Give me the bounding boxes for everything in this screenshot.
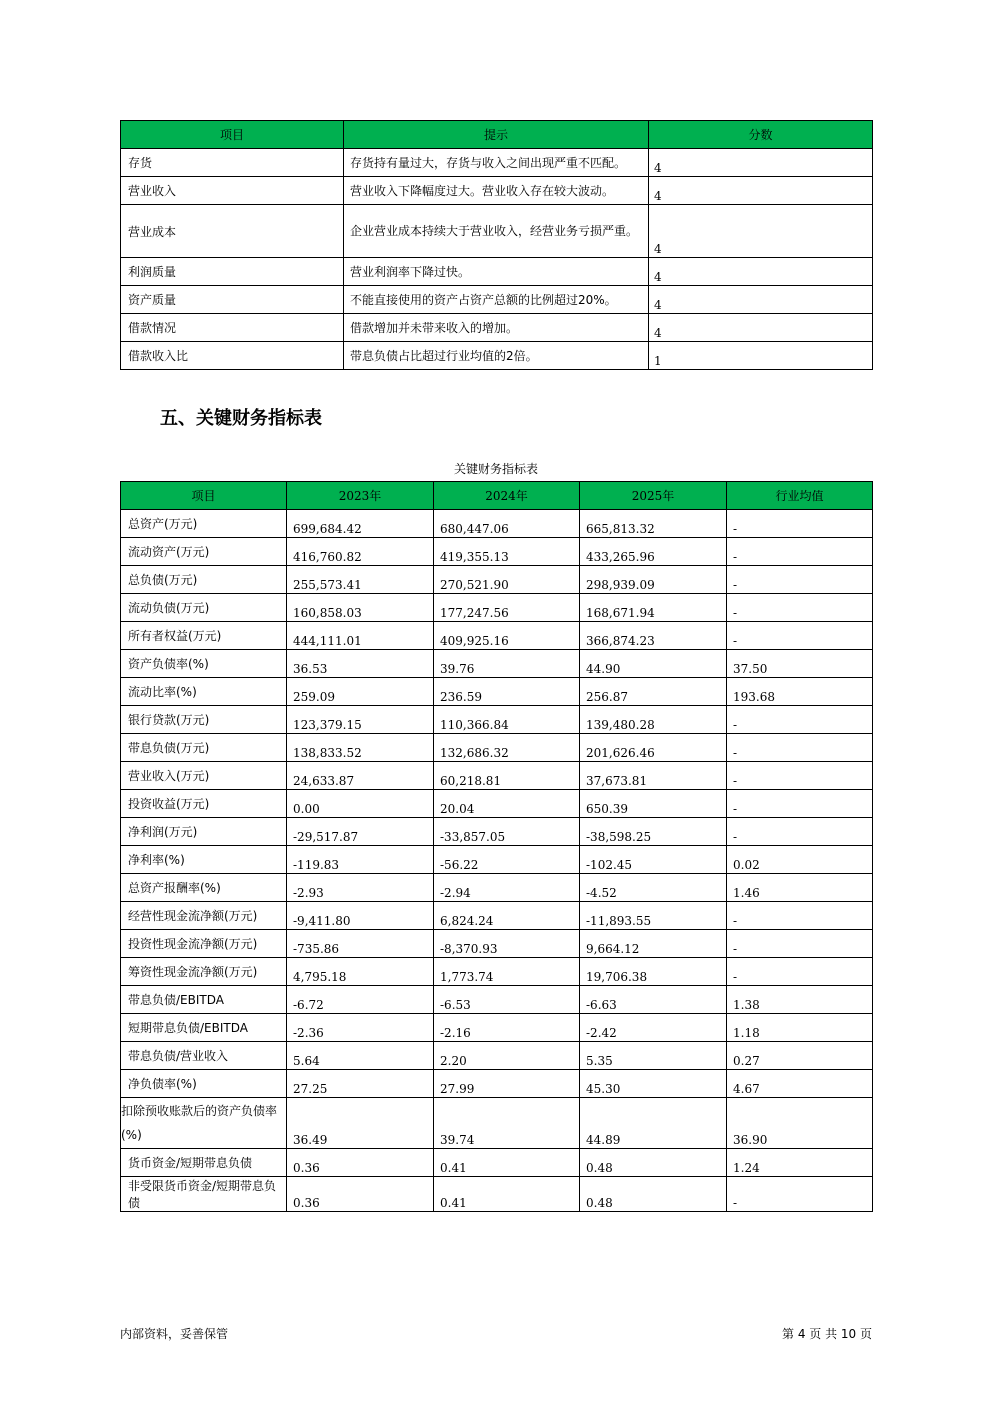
section-title: 五、关键财务指标表 bbox=[160, 408, 322, 429]
value-2024-cell: 2.20 bbox=[434, 1042, 580, 1070]
risk-item-cell: 资产质量 bbox=[121, 286, 344, 314]
header-2025: 2025年 bbox=[580, 482, 727, 510]
table-row bbox=[121, 762, 873, 790]
value-2023-cell: -735.86 bbox=[287, 930, 434, 958]
table-row bbox=[121, 594, 873, 622]
industry-avg-cell: - bbox=[727, 818, 873, 846]
financial-indicators-table bbox=[120, 481, 873, 1212]
industry-avg-cell: - bbox=[727, 902, 873, 930]
value-2023-cell: -29,517.87 bbox=[287, 818, 434, 846]
indicator-name-cell: 净利润(万元) bbox=[121, 818, 287, 846]
value-2023-cell: -2.36 bbox=[287, 1014, 434, 1042]
indicator-name-cell: 净负债率(%) bbox=[121, 1070, 287, 1098]
risk-item-cell: 营业成本 bbox=[121, 205, 344, 258]
table-row bbox=[121, 286, 873, 314]
risk-score-cell: 4 bbox=[649, 177, 873, 205]
indicator-name-cell: 净利率(%) bbox=[121, 846, 287, 874]
indicator-name-cell: 资产负债率(%) bbox=[121, 650, 287, 678]
value-2024-cell: 39.74 bbox=[434, 1098, 580, 1149]
value-2024-cell: -6.53 bbox=[434, 986, 580, 1014]
value-2025-cell: -2.42 bbox=[580, 1014, 727, 1042]
risk-table-header bbox=[121, 121, 873, 149]
value-2024-cell: -56.22 bbox=[434, 846, 580, 874]
industry-avg-cell: 1.18 bbox=[727, 1014, 873, 1042]
value-2023-cell: -9,411.80 bbox=[287, 902, 434, 930]
indicator-name-cell: 流动资产(万元) bbox=[121, 538, 287, 566]
footer-confidential-note: 内部资料，妥善保管 bbox=[120, 1327, 229, 1341]
indicator-name-cell: 非受限货币资金/短期带息负债 bbox=[121, 1177, 287, 1212]
value-2025-cell: 366,874.23 bbox=[580, 622, 727, 650]
indicator-name-cell: 短期带息负债/EBITDA bbox=[121, 1014, 287, 1042]
value-2024-cell: 1,773.74 bbox=[434, 958, 580, 986]
value-2025-cell: 256.87 bbox=[580, 678, 727, 706]
table-row bbox=[121, 177, 873, 205]
value-2023-cell: 0.36 bbox=[287, 1149, 434, 1177]
value-2024-cell: 6,824.24 bbox=[434, 902, 580, 930]
table-row bbox=[121, 930, 873, 958]
value-2023-cell: 259.09 bbox=[287, 678, 434, 706]
value-2025-cell: 433,265.96 bbox=[580, 538, 727, 566]
value-2024-cell: 680,447.06 bbox=[434, 510, 580, 538]
value-2025-cell: 298,939.09 bbox=[580, 566, 727, 594]
value-2025-cell: 44.90 bbox=[580, 650, 727, 678]
indicator-name-cell: 筹资性现金流净额(万元) bbox=[121, 958, 287, 986]
value-2023-cell: 123,379.15 bbox=[287, 706, 434, 734]
risk-score-cell: 4 bbox=[649, 286, 873, 314]
risk-hint-cell: 企业营业成本持续大于营业收入，经营业务亏损严重。 bbox=[344, 205, 649, 258]
table-row bbox=[121, 149, 873, 177]
header-score: 分数 bbox=[649, 121, 873, 149]
table-row bbox=[121, 258, 873, 286]
table-row bbox=[121, 538, 873, 566]
value-2024-cell: 270,521.90 bbox=[434, 566, 580, 594]
indicator-name-cell: 带息负债/EBITDA bbox=[121, 986, 287, 1014]
risk-score-cell: 4 bbox=[649, 205, 873, 258]
risk-hint-cell: 带息负债占比超过行业均值的2倍。 bbox=[344, 342, 649, 370]
value-2025-cell: 201,626.46 bbox=[580, 734, 727, 762]
value-2023-cell: 0.00 bbox=[287, 790, 434, 818]
industry-avg-cell: - bbox=[727, 594, 873, 622]
table-row bbox=[121, 986, 873, 1014]
value-2025-cell: 9,664.12 bbox=[580, 930, 727, 958]
industry-avg-cell: - bbox=[727, 958, 873, 986]
table-row bbox=[121, 622, 873, 650]
value-2023-cell: 4,795.18 bbox=[287, 958, 434, 986]
indicator-name-cell: 投资收益(万元) bbox=[121, 790, 287, 818]
value-2024-cell: 20.04 bbox=[434, 790, 580, 818]
value-2025-cell: 0.48 bbox=[580, 1149, 727, 1177]
industry-avg-cell: 0.02 bbox=[727, 846, 873, 874]
indicator-name-cell: 流动比率(%) bbox=[121, 678, 287, 706]
indicator-name-cell: 总资产(万元) bbox=[121, 510, 287, 538]
industry-avg-cell: - bbox=[727, 790, 873, 818]
value-2023-cell: 27.25 bbox=[287, 1070, 434, 1098]
table-row bbox=[121, 1098, 873, 1149]
industry-avg-cell: - bbox=[727, 734, 873, 762]
risk-item-cell: 借款情况 bbox=[121, 314, 344, 342]
value-2025-cell: 0.48 bbox=[580, 1177, 727, 1212]
indicator-name-cell: 带息负债(万元) bbox=[121, 734, 287, 762]
risk-score-cell: 4 bbox=[649, 258, 873, 286]
value-2023-cell: 416,760.82 bbox=[287, 538, 434, 566]
industry-avg-cell: - bbox=[727, 622, 873, 650]
table-row bbox=[121, 846, 873, 874]
table-row bbox=[121, 1042, 873, 1070]
value-2023-cell: 255,573.41 bbox=[287, 566, 434, 594]
value-2023-cell: -119.83 bbox=[287, 846, 434, 874]
table-row bbox=[121, 566, 873, 594]
indicator-name-cell: 总负债(万元) bbox=[121, 566, 287, 594]
indicator-name-cell: 投资性现金流净额(万元) bbox=[121, 930, 287, 958]
table-row bbox=[121, 678, 873, 706]
industry-avg-cell: 193.68 bbox=[727, 678, 873, 706]
indicator-name-cell: 总资产报酬率(%) bbox=[121, 874, 287, 902]
value-2024-cell: 132,686.32 bbox=[434, 734, 580, 762]
value-2023-cell: 138,833.52 bbox=[287, 734, 434, 762]
value-2024-cell: 409,925.16 bbox=[434, 622, 580, 650]
indicator-name-cell: 货币资金/短期带息负债 bbox=[121, 1149, 287, 1177]
indicator-name-cell: 流动负债(万元) bbox=[121, 594, 287, 622]
value-2024-cell: 27.99 bbox=[434, 1070, 580, 1098]
value-2024-cell: -33,857.05 bbox=[434, 818, 580, 846]
risk-hint-cell: 不能直接使用的资产占资产总额的比例超过20%。 bbox=[344, 286, 649, 314]
industry-avg-cell: 1.38 bbox=[727, 986, 873, 1014]
indicator-name-cell: 所有者权益(万元) bbox=[121, 622, 287, 650]
value-2025-cell: 44.89 bbox=[580, 1098, 727, 1149]
table-row bbox=[121, 958, 873, 986]
value-2023-cell: -2.93 bbox=[287, 874, 434, 902]
value-2024-cell: 177,247.56 bbox=[434, 594, 580, 622]
risk-hint-cell: 营业利润率下降过快。 bbox=[344, 258, 649, 286]
value-2025-cell: -6.63 bbox=[580, 986, 727, 1014]
value-2023-cell: 24,633.87 bbox=[287, 762, 434, 790]
value-2025-cell: 19,706.38 bbox=[580, 958, 727, 986]
risk-score-cell: 1 bbox=[649, 342, 873, 370]
value-2024-cell: 110,366.84 bbox=[434, 706, 580, 734]
value-2025-cell: 168,671.94 bbox=[580, 594, 727, 622]
risk-score-cell: 4 bbox=[649, 149, 873, 177]
header-industry-avg: 行业均值 bbox=[727, 482, 873, 510]
table-row bbox=[121, 874, 873, 902]
value-2024-cell: 419,355.13 bbox=[434, 538, 580, 566]
indicator-name-cell: 经营性现金流净额(万元) bbox=[121, 902, 287, 930]
indicator-name-cell: 银行贷款(万元) bbox=[121, 706, 287, 734]
industry-avg-cell: - bbox=[727, 510, 873, 538]
value-2025-cell: 45.30 bbox=[580, 1070, 727, 1098]
value-2024-cell: -2.94 bbox=[434, 874, 580, 902]
table-row bbox=[121, 650, 873, 678]
risk-item-cell: 借款收入比 bbox=[121, 342, 344, 370]
industry-avg-cell: - bbox=[727, 930, 873, 958]
risk-item-cell: 存货 bbox=[121, 149, 344, 177]
value-2025-cell: 5.35 bbox=[580, 1042, 727, 1070]
header-item: 项目 bbox=[121, 482, 287, 510]
value-2025-cell: -102.45 bbox=[580, 846, 727, 874]
risk-hint-cell: 存货持有量过大，存货与收入之间出现严重不匹配。 bbox=[344, 149, 649, 177]
value-2024-cell: 39.76 bbox=[434, 650, 580, 678]
industry-avg-cell: - bbox=[727, 566, 873, 594]
table-row bbox=[121, 1149, 873, 1177]
table-row bbox=[121, 902, 873, 930]
value-2025-cell: 665,813.32 bbox=[580, 510, 727, 538]
footer-page-number: 第 4 页 共 10 页 bbox=[782, 1327, 872, 1341]
value-2023-cell: 160,858.03 bbox=[287, 594, 434, 622]
industry-avg-cell: 1.46 bbox=[727, 874, 873, 902]
value-2025-cell: -11,893.55 bbox=[580, 902, 727, 930]
value-2023-cell: 36.53 bbox=[287, 650, 434, 678]
industry-avg-cell: - bbox=[727, 538, 873, 566]
value-2025-cell: 139,480.28 bbox=[580, 706, 727, 734]
risk-hint-cell: 营业收入下降幅度过大。营业收入存在较大波动。 bbox=[344, 177, 649, 205]
header-item: 项目 bbox=[121, 121, 344, 149]
value-2023-cell: -6.72 bbox=[287, 986, 434, 1014]
header-2024: 2024年 bbox=[434, 482, 580, 510]
table-row bbox=[121, 1177, 873, 1212]
industry-avg-cell: 1.24 bbox=[727, 1149, 873, 1177]
risk-item-cell: 利润质量 bbox=[121, 258, 344, 286]
value-2025-cell: 37,673.81 bbox=[580, 762, 727, 790]
risk-item-cell: 营业收入 bbox=[121, 177, 344, 205]
value-2024-cell: -8,370.93 bbox=[434, 930, 580, 958]
value-2024-cell: -2.16 bbox=[434, 1014, 580, 1042]
table-row bbox=[121, 314, 873, 342]
table-row bbox=[121, 818, 873, 846]
table-row bbox=[121, 734, 873, 762]
value-2025-cell: -38,598.25 bbox=[580, 818, 727, 846]
industry-avg-cell: 36.90 bbox=[727, 1098, 873, 1149]
industry-avg-cell: - bbox=[727, 706, 873, 734]
header-2023: 2023年 bbox=[287, 482, 434, 510]
indicator-name-cell: 营业收入(万元) bbox=[121, 762, 287, 790]
value-2024-cell: 236.59 bbox=[434, 678, 580, 706]
industry-avg-cell: 37.50 bbox=[727, 650, 873, 678]
header-hint: 提示 bbox=[344, 121, 649, 149]
table-row bbox=[121, 1070, 873, 1098]
value-2024-cell: 0.41 bbox=[434, 1177, 580, 1212]
value-2025-cell: 650.39 bbox=[580, 790, 727, 818]
value-2023-cell: 5.64 bbox=[287, 1042, 434, 1070]
value-2024-cell: 60,218.81 bbox=[434, 762, 580, 790]
industry-avg-cell: - bbox=[727, 762, 873, 790]
value-2023-cell: 444,111.01 bbox=[287, 622, 434, 650]
table-row bbox=[121, 342, 873, 370]
table-row bbox=[121, 790, 873, 818]
risk-hint-cell: 借款增加并未带来收入的增加。 bbox=[344, 314, 649, 342]
value-2024-cell: 0.41 bbox=[434, 1149, 580, 1177]
risk-table bbox=[120, 120, 873, 370]
value-2025-cell: -4.52 bbox=[580, 874, 727, 902]
indicator-name-cell: 扣除预收账款后的资产负债率(%) bbox=[121, 1098, 287, 1149]
table-row bbox=[121, 1014, 873, 1042]
value-2023-cell: 36.49 bbox=[287, 1098, 434, 1149]
value-2023-cell: 0.36 bbox=[287, 1177, 434, 1212]
table-caption: 关键财务指标表 bbox=[453, 462, 538, 476]
industry-avg-cell: 0.27 bbox=[727, 1042, 873, 1070]
risk-score-cell: 4 bbox=[649, 314, 873, 342]
industry-avg-cell: 4.67 bbox=[727, 1070, 873, 1098]
indicator-name-cell: 带息负债/营业收入 bbox=[121, 1042, 287, 1070]
industry-avg-cell: - bbox=[727, 1177, 873, 1212]
table-row bbox=[121, 205, 873, 258]
table-row bbox=[121, 510, 873, 538]
fin-table-header bbox=[121, 482, 873, 510]
table-row bbox=[121, 706, 873, 734]
value-2023-cell: 699,684.42 bbox=[287, 510, 434, 538]
